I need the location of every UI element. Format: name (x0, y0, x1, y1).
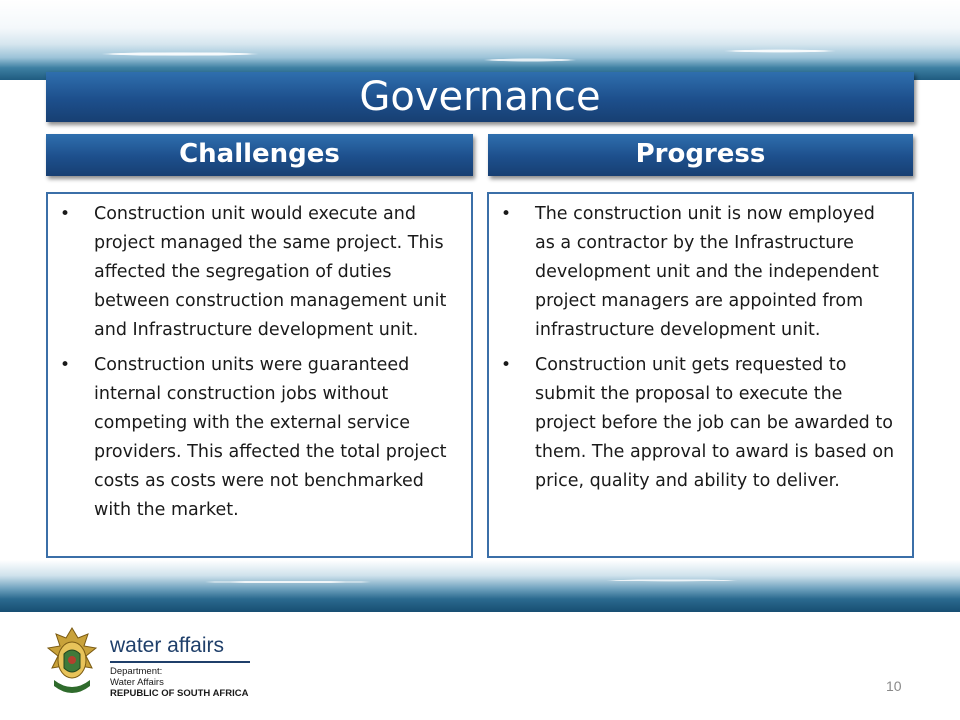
department-line-3: REPUBLIC OF SOUTH AFRICA (110, 688, 249, 699)
list-item (48, 351, 457, 525)
bullet-icon: • (501, 355, 512, 375)
page-number: 10 (886, 678, 902, 694)
bullet-icon: • (60, 204, 71, 224)
progress-list (489, 194, 912, 496)
challenges-panel (46, 192, 473, 558)
list-item-text: Construction units were guaranteed internal construction jobs without competing with the external service providers. This affected the total project costs as costs were not benchmarked with the market. (94, 355, 447, 520)
progress-panel (487, 192, 914, 558)
department-text (110, 666, 248, 699)
water-banner-bottom (0, 560, 960, 612)
department-line-2: Water Affairs (110, 677, 164, 688)
list-item-text: Construction unit gets requested to submit the proposal to execute the project before the job can be awarded to them. The approval to award is based on price, quality and ability to deliver. (535, 355, 895, 491)
challenges-list (48, 194, 471, 525)
list-item (489, 351, 898, 496)
list-item (489, 200, 898, 345)
list-item-text: Construction unit would execute and project managed the same project. This affected the segregation of duties between construction management unit and Infrastructure development unit. (94, 204, 447, 340)
progress-heading: Progress (488, 134, 913, 176)
list-item (48, 200, 457, 345)
water-banner-top (0, 0, 960, 80)
slide-title: Governance (46, 72, 914, 122)
bullet-icon: • (501, 204, 512, 224)
list-item-text: The construction unit is now employed as a contractor by the Infrastructure development unit and the independent project managers are appointed from infrastructure development unit. (535, 204, 879, 340)
brand-name: water affairs (110, 634, 224, 657)
brand-divider (110, 661, 250, 663)
department-logo (44, 624, 274, 704)
department-line-1: Department: (110, 666, 163, 677)
bullet-icon: • (60, 355, 71, 375)
coat-of-arms-icon (44, 624, 100, 700)
challenges-heading: Challenges (46, 134, 473, 176)
